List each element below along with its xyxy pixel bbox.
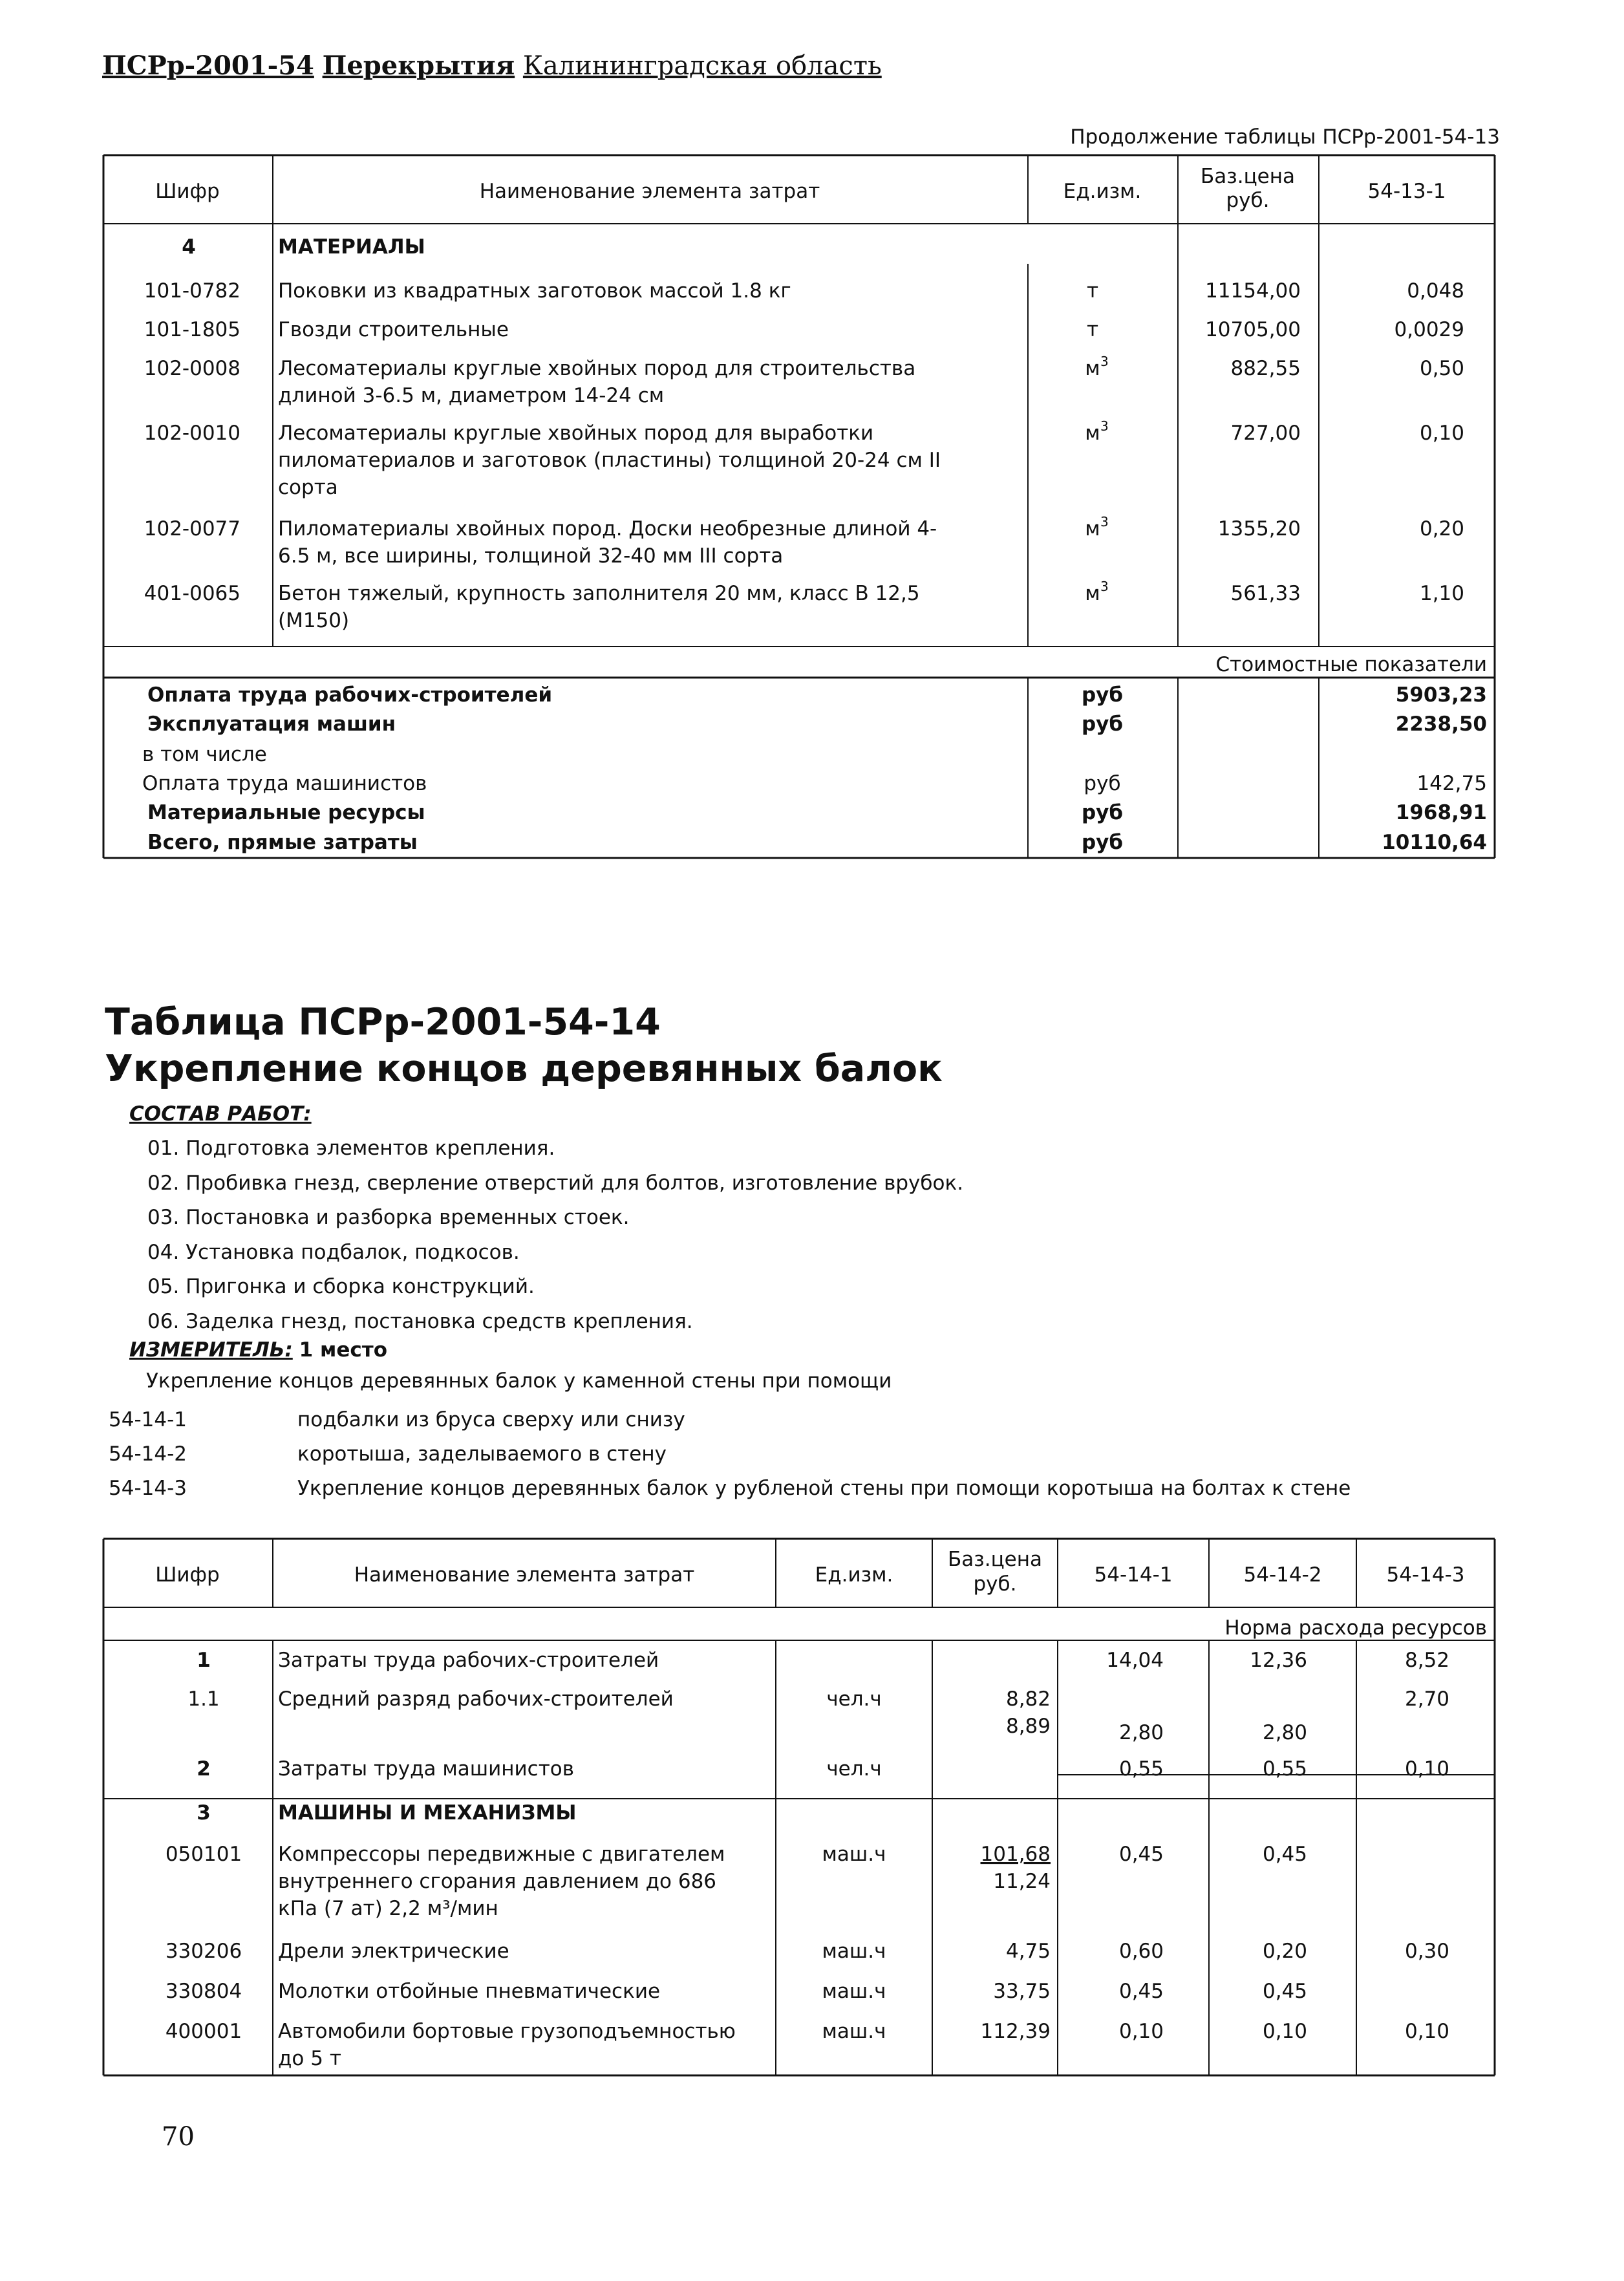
row-price: 4,75 [1005, 1940, 1051, 1963]
row-value: 12,36 [1250, 1649, 1307, 1672]
work-item: 03. Постановка и разборка временных стоек. [147, 1206, 630, 1230]
row-price: 101,68 [980, 1843, 1051, 1866]
row-code: 102-0008 [144, 357, 240, 380]
column-header: Шифр [155, 180, 220, 203]
row-name: Лесоматериалы круглые хвойных пород для выработки [278, 422, 874, 445]
column-header: Ед.изм. [1063, 180, 1142, 203]
variant-item [109, 1403, 1351, 1437]
work-item: 01. Подготовка элементов крепления. [147, 1137, 555, 1160]
header-code: ПСРр-2001-54 [102, 50, 314, 81]
column-header: Баз.цена [947, 1548, 1043, 1571]
column-header: руб. [1226, 189, 1270, 212]
row-code: 401-0065 [144, 582, 240, 605]
cost-unit: руб [1081, 683, 1124, 707]
cost-value: 5903,23 [1395, 683, 1487, 707]
row-value: 0,55 [1262, 1757, 1307, 1781]
row-price: 561,33 [1230, 582, 1301, 605]
row-name: до 5 т [278, 2047, 341, 2070]
row-value: 14,04 [1106, 1649, 1164, 1672]
row-name: сорта [278, 476, 338, 499]
column-header: Баз.цена [1200, 165, 1296, 188]
row-name: кПа (7 ат) 2,2 м³/мин [278, 1897, 498, 1920]
cost-unit: руб [1081, 801, 1124, 824]
row-code: 3 [197, 1801, 211, 1825]
row-name: Затраты труда рабочих-строителей [278, 1649, 659, 1672]
row-unit: м [1085, 357, 1100, 380]
row-price: 10705,00 [1205, 318, 1301, 341]
unit-superscript: 3 [1100, 514, 1109, 530]
row-name: Затраты труда машинистов [278, 1757, 575, 1781]
work-item: 02. Пробивка гнезд, сверление отверстий для болтов, изготовление врубок. [147, 1171, 964, 1195]
row-code: 1.1 [187, 1687, 220, 1711]
group-code: 4 [182, 235, 196, 259]
column-header: 54-13-1 [1367, 180, 1446, 203]
row-name: Гвозди строительные [278, 318, 509, 341]
variant-code: 54-14-2 [109, 1442, 187, 1466]
row-name: пиломатериалов и заготовок (пластины) толщиной 20-24 см II [278, 449, 941, 472]
column-header: Наименование элемента затрат [479, 180, 820, 203]
row-unit: чел.ч [826, 1687, 882, 1711]
row-price: 882,55 [1230, 357, 1301, 380]
cost-unit: руб [1081, 831, 1124, 854]
column-header: Наименование элемента затрат [354, 1563, 695, 1587]
row-name: Средний разряд рабочих-строителей [278, 1687, 674, 1711]
variant-item [109, 1437, 1351, 1472]
row-unit: м [1085, 517, 1100, 541]
row-value: 0,10 [1118, 2020, 1164, 2043]
table-continuation-note: Продолжение таблицы ПСРр-2001-54-13 [1070, 125, 1500, 149]
row-norm: 0,0029 [1394, 318, 1464, 341]
cost-value: 2238,50 [1395, 712, 1487, 736]
variant-text: Укрепление концов деревянных балок у рубленой стены при помощи коротыша на болтах к стене [297, 1477, 1351, 1500]
row-name: (М150) [278, 609, 350, 632]
row-code: 1 [197, 1649, 211, 1672]
row-code: 050101 [165, 1843, 242, 1866]
row-norm: 1,10 [1419, 582, 1464, 605]
row-code: 330804 [165, 1980, 242, 2003]
variant-text: подбалки из бруса сверху или снизу [297, 1408, 685, 1431]
row-value: 0,10 [1262, 2020, 1307, 2043]
page-number: 70 [162, 2122, 195, 2152]
row-price: 8,82 [1005, 1687, 1051, 1711]
column-header: 54-14-3 [1386, 1563, 1465, 1587]
row-price: 1355,20 [1217, 517, 1301, 541]
row-value: 0,60 [1118, 1940, 1164, 1963]
row-code: 2 [197, 1757, 211, 1781]
cost-label: Всего, прямые затраты [147, 831, 418, 854]
cost-label: в том числе [142, 743, 267, 766]
row-value: 8,52 [1404, 1649, 1449, 1672]
variants-intro: Укрепление концов деревянных балок у каменной стены при помощи [146, 1369, 892, 1393]
meter-label: ИЗМЕРИТЕЛЬ: [129, 1338, 293, 1362]
column-header: Шифр [155, 1563, 220, 1587]
row-value: 2,80 [1262, 1721, 1307, 1744]
row-name: МАШИНЫ И МЕХАНИЗМЫ [278, 1801, 577, 1825]
row-unit: чел.ч [826, 1757, 882, 1781]
row-unit: м [1085, 422, 1100, 445]
row-norm: 0,50 [1419, 357, 1464, 380]
row-name: длиной 3-6.5 м, диаметром 14-24 см [278, 384, 665, 407]
row-name: 6.5 м, все ширины, толщиной 32-40 мм III сорта [278, 544, 784, 568]
row-name: Пиломатериалы хвойных пород. Доски необрезные длиной 4- [278, 517, 937, 541]
unit-superscript: 3 [1100, 579, 1109, 594]
row-value: 0,10 [1404, 2020, 1449, 2043]
row-value: 0,20 [1262, 1940, 1307, 1963]
section-subtitle: Укрепление концов деревянных балок [105, 1047, 943, 1090]
column-header: Ед.изм. [815, 1563, 893, 1587]
row-norm: 0,048 [1407, 279, 1464, 303]
row-price: 11154,00 [1205, 279, 1301, 303]
works-label: СОСТАВ РАБОТ: [129, 1102, 312, 1126]
header-region: Калининградская область [522, 51, 882, 81]
row-name: Лесоматериалы круглые хвойных пород для строительства [278, 357, 916, 380]
variant-code: 54-14-1 [109, 1408, 187, 1431]
cost-label: Оплата труда рабочих-строителей [147, 683, 553, 707]
row-value: 0,45 [1262, 1980, 1307, 2003]
row-name: внутреннего сгорания давлением до 686 [278, 1870, 717, 1893]
meter-line [129, 1338, 387, 1362]
cost-header: Стоимостные показатели [1215, 653, 1487, 676]
materials-table [0, 0, 1624, 905]
resources-table [0, 1487, 1624, 2101]
row-norm: 0,20 [1419, 517, 1464, 541]
row-value: 0,45 [1118, 1980, 1164, 2003]
row-value: 2,80 [1118, 1721, 1164, 1744]
column-header: 54-14-2 [1243, 1563, 1322, 1587]
row-price: 727,00 [1230, 422, 1301, 445]
row-name: Бетон тяжелый, крупность заполнителя 20 мм, класс В 12,5 [278, 582, 920, 605]
meter-value: 1 место [299, 1338, 387, 1362]
row-value: 0,30 [1404, 1940, 1449, 1963]
column-header: 54-14-1 [1094, 1563, 1173, 1587]
variant-text: коротыша, заделываемого в стену [297, 1442, 667, 1466]
work-item: 06. Заделка гнезд, постановка средств крепления. [147, 1309, 693, 1333]
cost-unit: руб [1084, 772, 1121, 795]
cost-value: 142,75 [1416, 772, 1487, 795]
row-unit: м [1085, 582, 1100, 605]
row-value: 0,55 [1118, 1757, 1164, 1781]
works-list [147, 1131, 963, 1340]
section-table-title: Таблица ПСРр-2001-54-14 [105, 1001, 661, 1044]
unit-superscript: 3 [1100, 354, 1109, 369]
row-price: 33,75 [993, 1980, 1051, 2003]
row-value: 0,45 [1118, 1843, 1164, 1866]
norm-header: Норма расхода ресурсов [1224, 1616, 1487, 1640]
row-code: 102-0077 [144, 517, 240, 541]
row-price: 11,24 [993, 1870, 1051, 1893]
row-price: 112,39 [980, 2020, 1051, 2043]
row-name: Поковки из квадратных заготовок массой 1.8 кг [278, 279, 791, 303]
row-value: 0,45 [1262, 1843, 1307, 1866]
unit-superscript: 3 [1100, 418, 1109, 434]
cost-label: Оплата труда машинистов [142, 772, 427, 795]
row-unit: маш.ч [822, 1980, 886, 2003]
row-unit: маш.ч [822, 1843, 886, 1866]
column-header: руб. [973, 1572, 1017, 1596]
row-code: 101-0782 [144, 279, 240, 303]
row-name: Компрессоры передвижные с двигателем [278, 1843, 725, 1866]
group-name: МАТЕРИАЛЫ [278, 235, 425, 259]
section-title [105, 999, 943, 1092]
work-item: 05. Пригонка и сборка конструкций. [147, 1275, 535, 1299]
variant-code: 54-14-3 [109, 1477, 187, 1500]
row-name: Автомобили бортовые грузоподъемностью [278, 2020, 736, 2043]
cost-unit: руб [1081, 712, 1124, 736]
row-unit: т [1086, 318, 1099, 341]
row-code: 102-0010 [144, 422, 240, 445]
row-norm: 0,10 [1419, 422, 1464, 445]
row-value: 2,70 [1404, 1687, 1449, 1711]
cost-label: Эксплуатация машин [147, 712, 396, 736]
row-unit: т [1086, 279, 1099, 303]
row-code: 330206 [165, 1940, 242, 1963]
cost-value: 1968,91 [1395, 801, 1487, 824]
row-code: 400001 [165, 2020, 242, 2043]
row-value: 0,10 [1404, 1757, 1449, 1781]
cost-value: 10110,64 [1382, 831, 1487, 854]
row-code: 101-1805 [144, 318, 240, 341]
header-section: Перекрытия [322, 50, 515, 81]
row-unit: маш.ч [822, 2020, 886, 2043]
cost-label: Материальные ресурсы [147, 801, 425, 824]
row-price: 8,89 [1005, 1715, 1051, 1738]
row-name: Дрели электрические [278, 1940, 509, 1963]
row-name: Молотки отбойные пневматические [278, 1980, 661, 2003]
work-item: 04. Установка подбалок, подкосов. [147, 1240, 520, 1264]
row-unit: маш.ч [822, 1940, 886, 1963]
